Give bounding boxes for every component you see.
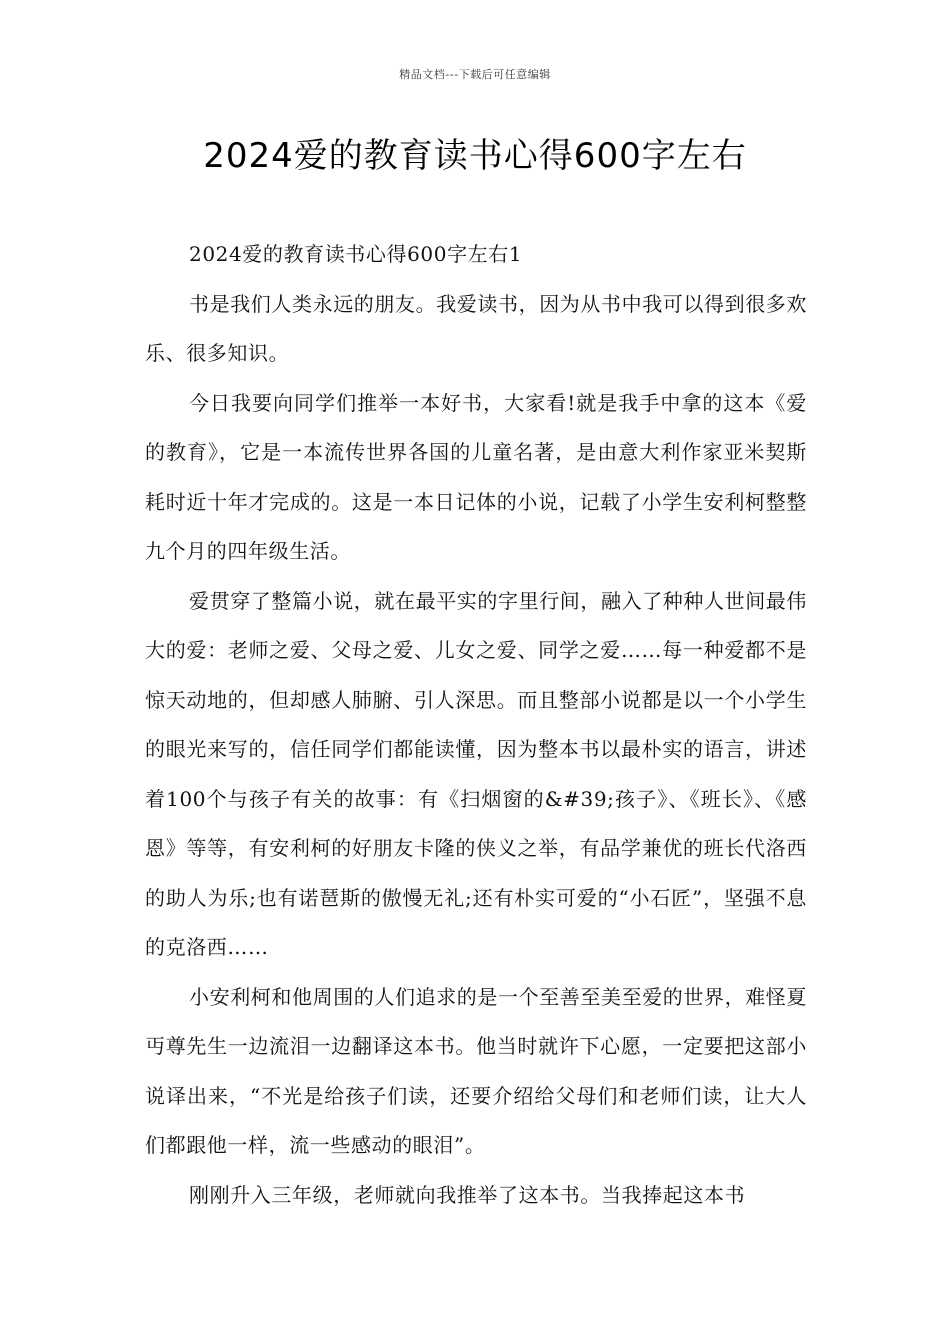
document-body — [145, 230, 807, 1220]
paragraph: 爱贯穿了整篇小说，就在最平实的字里行间，融入了种种人世间最伟大的爱：老师之爱、父母之爱、儿女之爱、同学之爱……每一种爱都不是惊天动地的，但却感人肺腑、引人深思。而且整部小说都是以一个小学生的眼光来写的，信任同学们都能读懂，因为整本书以最朴实的语言，讲述着100个与孩子有关的故事：有《扫烟窗的&#39;孩子》、《班长》、《感恩》等等，有安利柯的好朋友卡隆的侠义之举，有品学兼优的班长代洛西的助人为乐;也有诺琶斯的傲慢无礼;还有朴实可爱的“小石匠”，坚强不息的克洛西…… — [145, 588, 807, 959]
document-title: 2024爱的教育读书心得600字左右 — [203, 136, 747, 176]
paragraph: 小安利柯和他周围的人们追求的是一个至善至美至爱的世界，难怪夏丏尊先生一边流泪一边翻译这本书。他当时就许下心愿，一定要把这部小说译出来，“不光是给孩子们读，还要介绍给父母们和老师们读，让大人们都跟他一样，流一些感动的眼泪”。 — [145, 984, 807, 1157]
header-note: 精品文档---下载后可任意编辑 — [399, 68, 551, 81]
paragraph: 今日我要向同学们推举一本好书，大家看!就是我手中拿的这本《爱的教育》，它是一本流传世界各国的儿童名著，是由意大利作家亚米契斯耗时近十年才完成的。这是一本日记体的小说，记载了小学生安利柯整整九个月的四年级生活。 — [145, 390, 807, 563]
paragraph: 刚刚升入三年级，老师就向我推举了这本书。当我捧起这本书 — [189, 1182, 746, 1207]
section-subtitle: 2024爱的教育读书心得600字左右1 — [189, 242, 523, 266]
paragraph: 书是我们人类永远的朋友。我爱读书，因为从书中我可以得到很多欢乐、很多知识。 — [145, 291, 807, 365]
